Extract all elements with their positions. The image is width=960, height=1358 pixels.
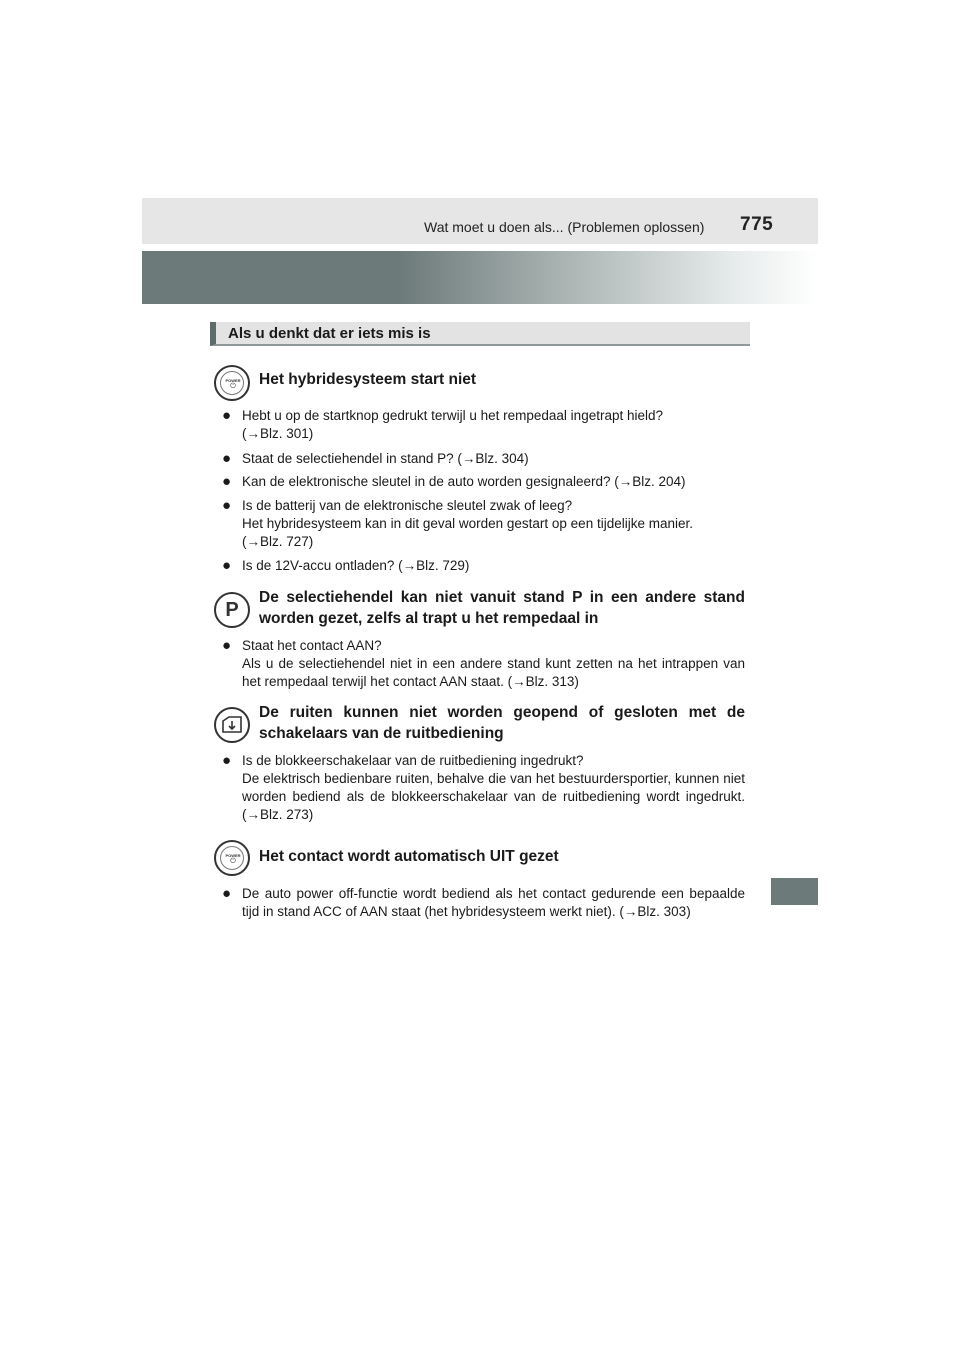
topic-heading: Het contact wordt automatisch UIT gezet xyxy=(259,848,559,865)
bullet-icon: ● xyxy=(222,450,232,467)
topic-heading: De ruiten kunnen niet worden geopend of gesloten met de schakelaars van de ruitbediening xyxy=(259,704,745,742)
list-item: ● Is de blokkeerschakelaar van de ruitbediening ingedrukt? De elektrisch bedienbare ruiten, behalve die van het bestuurdersportier, kunnen niet worden bediend als de blokkeerschakelaar van de ruitbediening wordt ingedrukt. (→Blz. 273) xyxy=(222,752,745,822)
list-item: ● Staat de selectiehendel in stand P? (→Blz. 304) xyxy=(222,450,529,467)
running-header-title: Wat moet u doen als... (Problemen oplossen) xyxy=(424,219,705,235)
list-item: ● Is de 12V-accu ontladen? (→Blz. 729) xyxy=(222,557,470,574)
list-item: ● De auto power off-functie wordt bediend als het contact gedurende een bepaalde tijd in stand ACC of AAN staat (het hybridesysteem werkt niet). (→Blz. 303) xyxy=(222,885,745,919)
page-number: 775 xyxy=(740,214,774,235)
subsection-title: Als u denkt dat er iets mis is xyxy=(228,325,431,342)
list-item: ● Staat het contact AAN? Als u de selectiehendel niet in een andere stand kunt zetten na het intrappen van het rempedaal terwijl het contact AAN staat. (→Blz. 313) xyxy=(222,637,745,689)
shift-park-icon: P xyxy=(214,592,250,628)
subsection-heading-bar xyxy=(210,322,750,346)
bullet-icon: ● xyxy=(222,557,232,574)
bullet-icon: ● xyxy=(222,637,232,654)
bullet-icon: ● xyxy=(222,497,232,514)
window-switch-icon xyxy=(214,707,250,743)
list-item: ● Hebt u op de startknop gedrukt terwijl u het rempedaal ingetrapt hield? (→Blz. 301) xyxy=(222,407,664,441)
topic-heading: De selectiehendel kan niet vanuit stand P in een andere stand worden gezet, zelfs al trapt u het rempedaal in xyxy=(259,589,745,627)
bullet-icon: ● xyxy=(222,407,232,424)
bullet-icon: ● xyxy=(222,752,232,769)
power-button-icon: POWER ⏻ xyxy=(214,840,250,876)
bullet-icon: ● xyxy=(222,473,232,490)
list-item: ● Kan de elektronische sleutel in de auto worden gesignaleerd? (→Blz. 204) xyxy=(222,473,686,490)
topic-heading: Het hybridesysteem start niet xyxy=(259,371,477,388)
chapter-side-tab xyxy=(771,878,818,905)
list-item: ● Is de batterij van de elektronische sleutel zwak of leeg? Het hybridesysteem kan in dit geval worden gestart op een tijdelijke manier. (→Blz. 727) xyxy=(222,497,693,549)
section-banner xyxy=(142,251,818,304)
bullet-icon: ● xyxy=(222,885,232,902)
power-button-icon: POWER ⏻ xyxy=(214,365,250,401)
